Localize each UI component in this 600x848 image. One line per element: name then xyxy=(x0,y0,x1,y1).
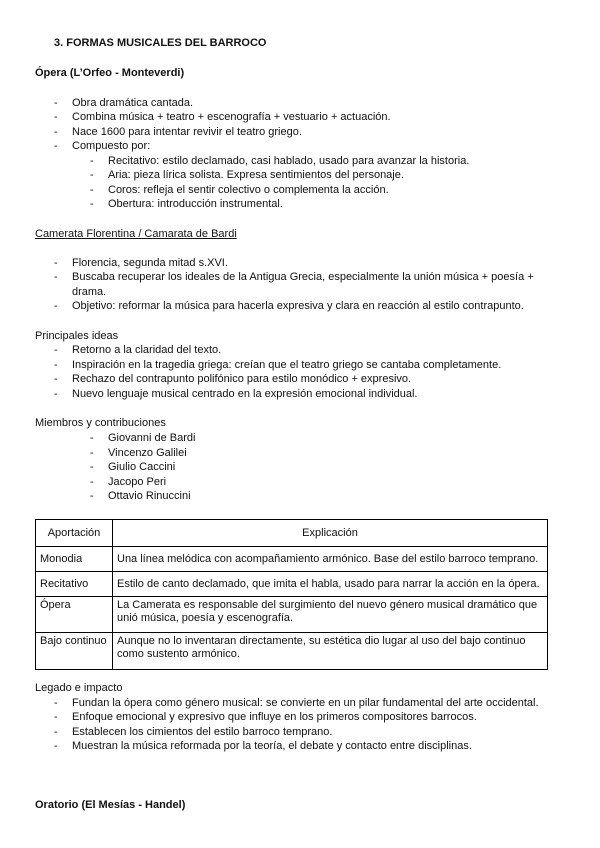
table-header-cell: Explicación xyxy=(113,520,548,547)
list-item: - Muestran la música reformada por la teoría, el debate y contacto entre disciplinas. xyxy=(72,739,472,753)
sub-list-item: - Obertura: introducción instrumental. xyxy=(108,197,283,211)
opera-heading: Ópera (L’Orfeo - Monteverdi) xyxy=(35,67,185,79)
table-cell: La Camerata es responsable del surgimiento del nuevo género musical dramático que unió música, poesía y escenografía. xyxy=(113,597,548,633)
table-header-row xyxy=(36,520,548,547)
member-item: - Giulio Caccini xyxy=(108,460,175,474)
section-title: 3. FORMAS MUSICALES DEL BARROCO xyxy=(54,37,267,49)
table-cell: Ópera xyxy=(36,597,113,633)
oratorio-heading: Oratorio (El Mesías - Handel) xyxy=(35,799,186,811)
member-item: - Giovanni de Bardi xyxy=(108,431,195,445)
sub-list-item: - Coros: refleja el sentir colectivo o complementa la acción. xyxy=(108,183,389,197)
ideas-heading: Principales ideas xyxy=(35,330,119,342)
member-item: - Ottavio Rinuccini xyxy=(108,489,191,503)
list-item: - Enfoque emocional y expresivo que influye en los primeros compositores barrocos. xyxy=(72,710,477,724)
table-cell: Bajo continuo xyxy=(36,633,113,670)
list-item: - Fundan la ópera como género musical: se convierte en un pilar fundamental del arte occidental. xyxy=(72,696,539,710)
members-heading: Miembros y contribuciones xyxy=(35,417,166,429)
camerata-heading: Camerata Florentina / Camarata de Bardi xyxy=(35,228,237,240)
table-cell: Estilo de canto declamado, que imita el habla, usado para narrar la acción en la ópera. xyxy=(113,572,548,597)
table-header-cell: Aportación xyxy=(36,520,113,547)
list-item: - Florencia, segunda mitad s.XVI. xyxy=(72,256,228,270)
list-item: - Obra dramática cantada. xyxy=(72,96,193,110)
member-item: - Jacopo Peri xyxy=(108,475,166,489)
list-item: - Rechazo del contrapunto polifónico para estilo monódico + expresivo. xyxy=(72,372,411,386)
legacy-heading: Legado e impacto xyxy=(35,682,123,694)
contributions-table xyxy=(35,519,548,670)
list-item: - Objetivo: reformar la música para hacerla expresiva y clara en reacción al estilo contrapunto. xyxy=(72,299,524,313)
list-item: - Combina música + teatro + escenografía + vestuario + actuación. xyxy=(72,110,391,124)
list-item: - Retorno a la claridad del texto. xyxy=(72,343,221,357)
list-item: - Nace 1600 para intentar revivir el teatro griego. xyxy=(72,125,302,139)
list-item: - Establecen los cimientos del estilo barroco temprano. xyxy=(72,725,332,739)
table-row xyxy=(36,572,548,597)
sub-list-item: - Aria: pieza lírica solista. Expresa sentimientos del personaje. xyxy=(108,168,404,182)
list-item: - Compuesto por: xyxy=(72,139,150,153)
table-cell: Aunque no lo inventaran directamente, su estética dio lugar al uso del bajo continuo como sustento armónico. xyxy=(113,633,548,670)
member-item: - Vincenzo Galilei xyxy=(108,446,187,460)
table-cell: Una línea melódica con acompañamiento armónico. Base del estilo barroco temprano. xyxy=(113,547,548,572)
list-item: - Nuevo lenguaje musical centrado en la expresión emocional individual. xyxy=(72,387,418,401)
table-row xyxy=(36,633,548,670)
table-cell: Monodia xyxy=(36,547,113,572)
sub-list-item: - Recitativo: estilo declamado, casi hablado, usado para avanzar la historia. xyxy=(108,154,469,168)
list-item-continuation: drama. xyxy=(72,286,107,298)
list-item: - Inspiración en la tragedia griega: creían que el teatro griego se cantaba completamente. xyxy=(72,358,501,372)
table-cell: Recitativo xyxy=(36,572,113,597)
list-item: - Buscaba recuperar los ideales de la Antigua Grecia, especialmente la unión música + poesía + xyxy=(72,270,534,284)
table-row xyxy=(36,547,548,572)
table-row xyxy=(36,597,548,633)
